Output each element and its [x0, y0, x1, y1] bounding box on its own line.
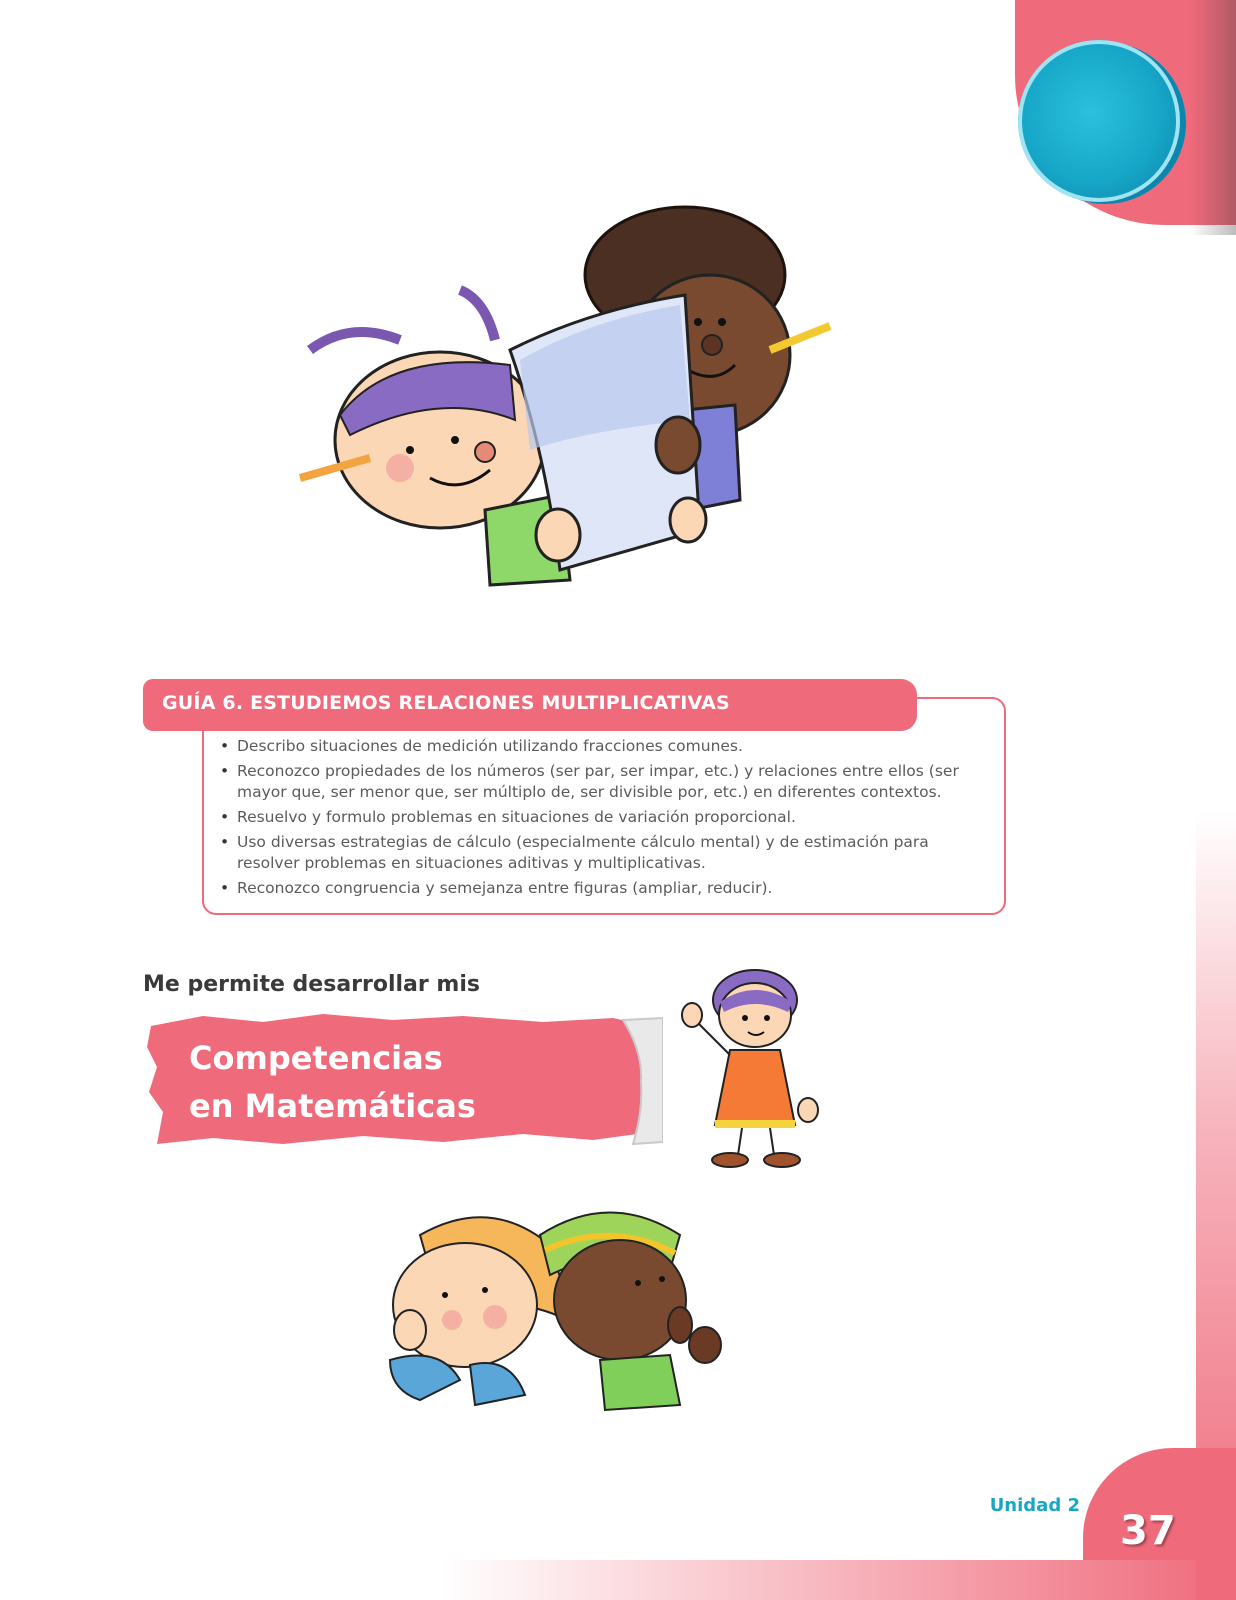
guide-title: GUÍA 6. ESTUDIEMOS RELACIONES MULTIPLICATIVAS	[162, 692, 730, 714]
unit-label: Unidad 2	[989, 1495, 1080, 1516]
list-item	[220, 736, 990, 757]
list-item-text: Reconozco propiedades de los números (ser par, ser impar, etc.) y relaciones entre ellos (ser mayor que, ser menor que, ser múltiplo de, ser divisible por, etc.) en diferentes contextos.	[237, 762, 959, 801]
competencias-line-1: Competencias	[189, 1039, 443, 1077]
page-number: 37	[1120, 1508, 1176, 1554]
competencias-intro: Me permite desarrollar mis	[143, 972, 480, 997]
bottom-edge-band	[440, 1560, 1236, 1600]
children-with-paper-illustration	[290, 200, 850, 590]
guide-objectives-list	[220, 736, 990, 903]
competencias-title	[189, 1034, 476, 1130]
children-thinking-illustration	[380, 1195, 760, 1420]
list-item	[220, 832, 990, 874]
bullet: •	[220, 737, 230, 755]
bullet: •	[220, 833, 230, 851]
bullet: •	[220, 879, 230, 897]
girl-waving-illustration	[670, 960, 830, 1180]
list-item-text: Reconozco congruencia y semejanza entre figuras (ampliar, reducir).	[237, 879, 773, 897]
list-item-text: Describo situaciones de medición utilizando fracciones comunes.	[237, 737, 743, 755]
corner-shadow	[1190, 0, 1236, 235]
corner-circle-icon	[1018, 40, 1180, 202]
competencias-line-2: en Matemáticas	[189, 1087, 476, 1125]
list-item	[220, 807, 990, 828]
list-item	[220, 878, 990, 899]
list-item	[220, 761, 990, 803]
bullet: •	[220, 808, 230, 826]
list-item-text: Resuelvo y formulo problemas en situaciones de variación proporcional.	[237, 808, 796, 826]
list-item-text: Uso diversas estrategias de cálculo (especialmente cálculo mental) y de estimación para resolver problemas en situaciones aditivas y multiplicativas.	[237, 833, 929, 872]
bullet: •	[220, 762, 230, 780]
